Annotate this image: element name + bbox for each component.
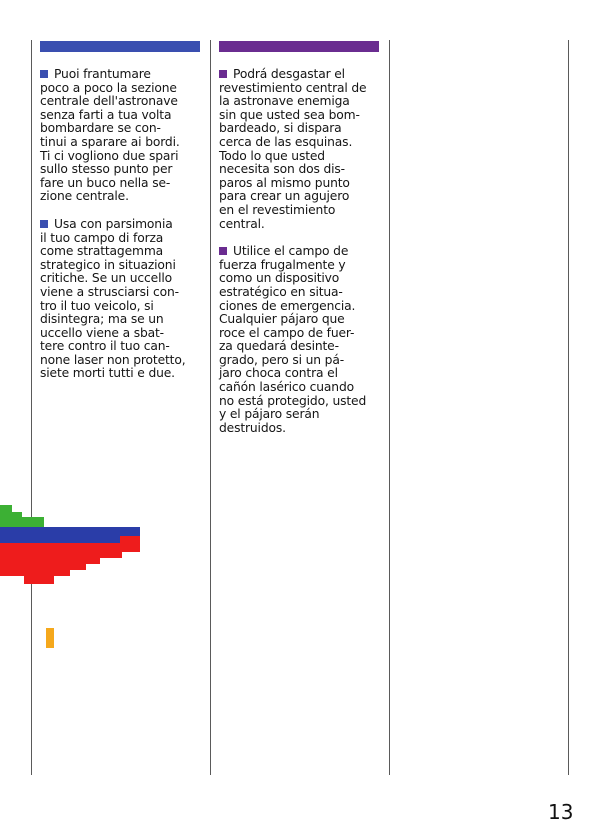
- square-bullet-icon: [219, 247, 227, 255]
- text-line: tere contro il tuo can-: [40, 339, 170, 354]
- text-line: disintegra; ma se un: [40, 312, 164, 327]
- text-line: y el pájaro serán: [219, 407, 320, 422]
- text-span: Puoi frantumare: [54, 67, 151, 81]
- text-line: viene a strusciarsi con-: [40, 284, 179, 299]
- laser-shot: [46, 628, 54, 648]
- text-line: tinui a sparare ai bordi.: [40, 134, 180, 149]
- square-bullet-icon: [40, 70, 48, 78]
- column-divider-center-right: [389, 40, 390, 775]
- spanish-paragraph-2: [219, 245, 377, 435]
- text-line: estratégico en situa-: [219, 284, 343, 299]
- ship-blue-band: [0, 536, 120, 543]
- text-line: paros al mismo punto: [219, 175, 350, 190]
- text-line: za quedará desinte-: [219, 339, 339, 354]
- text-line: Todo lo que usted: [219, 148, 325, 163]
- text-line: roce el campo de fuer-: [219, 325, 355, 340]
- text-line: la astronave enemiga: [219, 94, 350, 109]
- square-bullet-icon: [219, 70, 227, 78]
- text-line: jaro choca contra el: [219, 366, 338, 381]
- text-line: central.: [219, 216, 265, 231]
- ship-blue-band: [0, 527, 140, 536]
- italian-column: [40, 68, 198, 395]
- ship-red-block: [24, 576, 54, 584]
- column-divider-left: [31, 40, 32, 775]
- italian-paragraph-2: [40, 218, 198, 381]
- text-line: [219, 68, 377, 82]
- text-line: bardeado, si dispara: [219, 121, 342, 136]
- spanish-header-bar: [219, 41, 379, 52]
- ship-red-block: [120, 536, 140, 543]
- text-span: Podrá desgastar el: [233, 67, 345, 81]
- text-line: strategico in situazioni: [40, 257, 176, 272]
- text-span: Utilice el campo de: [233, 244, 349, 259]
- spanish-column: [219, 68, 377, 449]
- spanish-paragraph-1: [219, 68, 377, 231]
- italian-header-bar: [40, 41, 200, 52]
- ship-green-block: [0, 517, 44, 527]
- text-line: [40, 68, 198, 82]
- text-line: revestimiento central de: [219, 80, 367, 95]
- text-line: no está protegido, usted: [219, 393, 367, 408]
- text-line: fuerza frugalmente y: [219, 257, 346, 272]
- ship-red-block: [0, 543, 140, 552]
- text-line: none laser non protetto,: [40, 352, 186, 367]
- text-line: sullo stesso punto per: [40, 162, 173, 177]
- text-line: bombardare se con-: [40, 121, 161, 136]
- text-line: cerca de las esquinas.: [219, 134, 353, 149]
- text-line: siete morti tutti e due.: [40, 366, 175, 381]
- text-line: come strattagemma: [40, 244, 164, 259]
- text-line: uccello viene a sbat-: [40, 325, 164, 340]
- text-line: critiche. Se un uccello: [40, 271, 172, 286]
- text-line: Cualquier pájaro que: [219, 312, 345, 327]
- text-line: poco a poco la sezione: [40, 80, 177, 95]
- square-bullet-icon: [40, 220, 48, 228]
- text-line: necesita son dos dis-: [219, 162, 345, 177]
- text-line: sin que usted sea bom-: [219, 107, 360, 122]
- text-line: fare un buco nella se-: [40, 175, 171, 190]
- text-line: ciones de emergencia.: [219, 298, 356, 313]
- text-line: grado, pero si un pá-: [219, 352, 344, 367]
- text-line: en el revestimiento: [219, 202, 336, 217]
- text-line: [219, 245, 377, 259]
- text-line: para crear un agujero: [219, 189, 350, 204]
- italian-paragraph-1: [40, 68, 198, 204]
- text-line: [40, 218, 198, 232]
- text-line: il tuo campo di forza: [40, 230, 164, 245]
- text-line: como un dispositivo: [219, 271, 340, 286]
- column-divider-right: [568, 40, 569, 775]
- text-line: senza farti a tua volta: [40, 107, 172, 122]
- text-span: Usa con parsimonia: [54, 216, 173, 231]
- column-divider-center-left: [210, 40, 211, 775]
- text-line: tro il tuo veicolo, si: [40, 298, 154, 313]
- text-line: zione centrale.: [40, 189, 129, 204]
- page-number: 13: [548, 800, 574, 824]
- text-line: centrale dell'astronave: [40, 94, 178, 109]
- text-line: Ti ci vogliono due spari: [40, 148, 179, 163]
- text-line: destruidos.: [219, 420, 286, 435]
- text-line: cañón lasérico cuando: [219, 380, 354, 395]
